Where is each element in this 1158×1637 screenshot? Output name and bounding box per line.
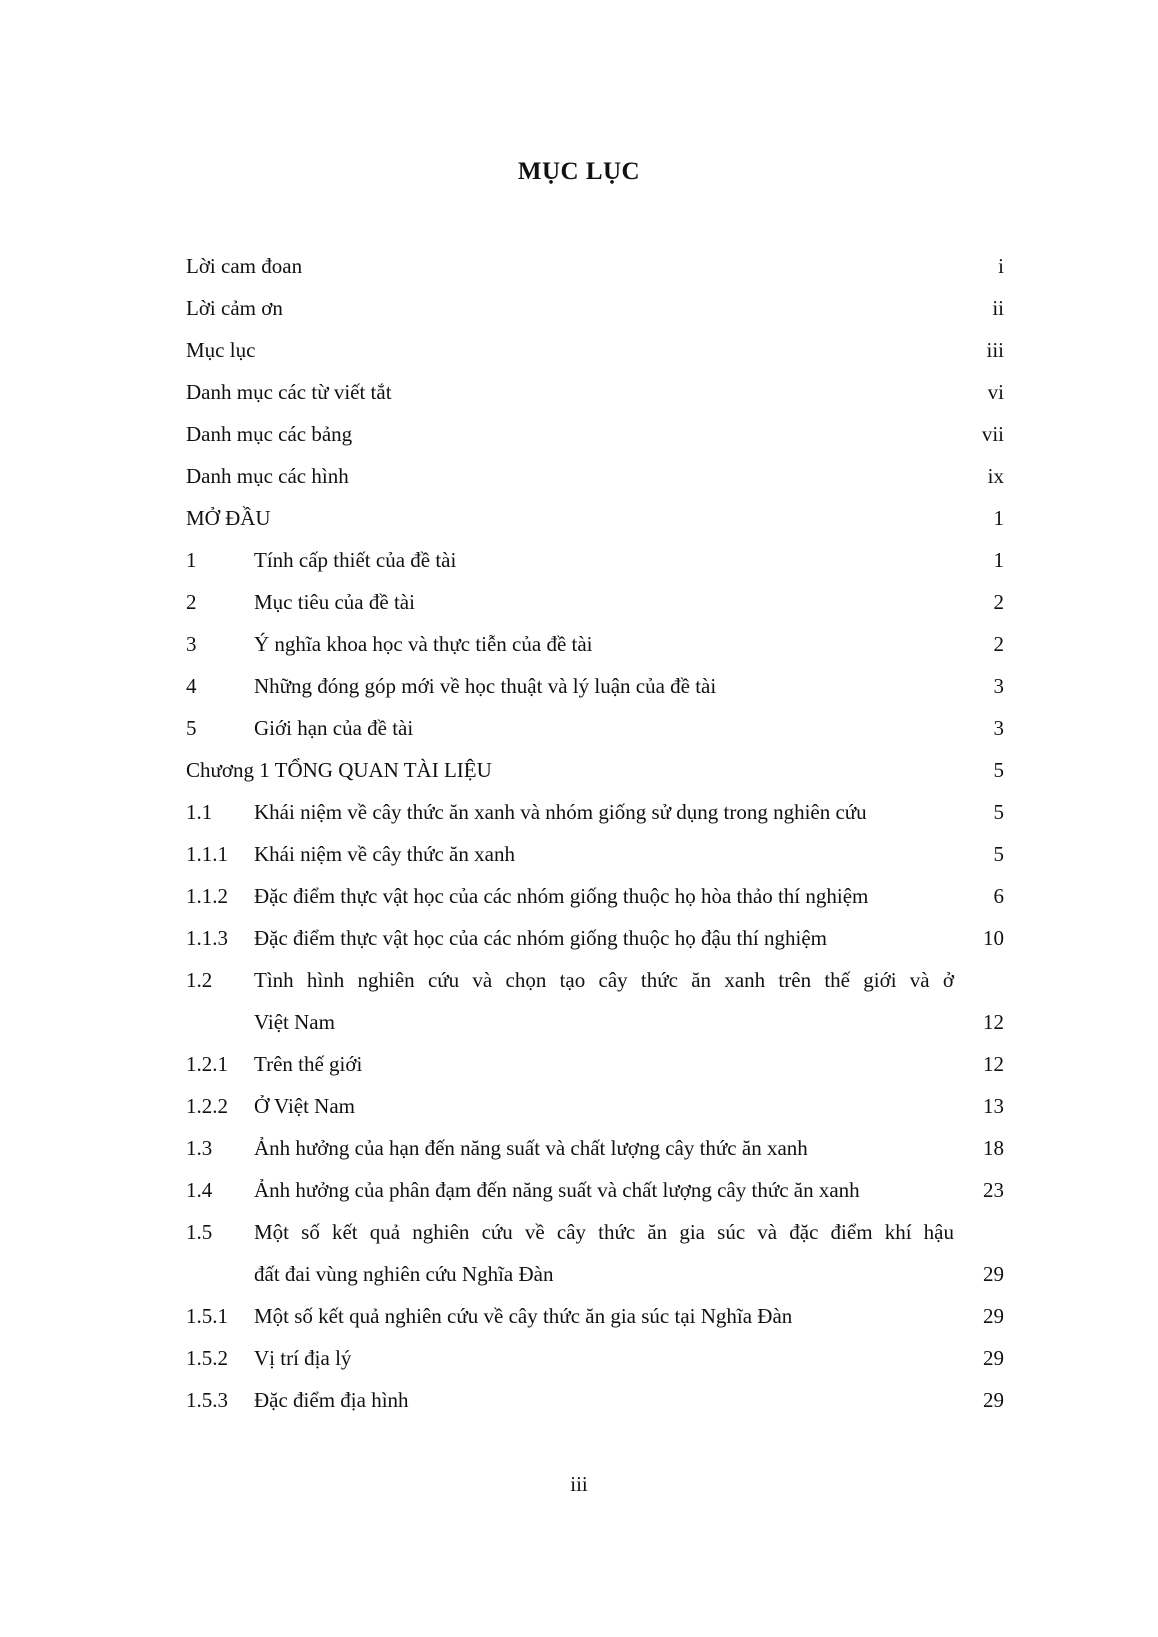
toc-entry-page: 1	[993, 548, 1004, 572]
toc-entry-title: Khái niệm về cây thức ăn xanh và nhóm giống sử dụng trong nghiên cứu	[254, 800, 867, 824]
toc-entry-page: 5	[993, 800, 1004, 824]
toc-entry[interactable]	[186, 329, 1004, 371]
toc-entry-page: 13	[983, 1094, 1004, 1118]
toc-entry-page: 29	[983, 1388, 1004, 1412]
toc-entry-page: 12	[983, 1010, 1004, 1034]
toc-entry-title: Đặc điểm địa hình	[254, 1388, 409, 1412]
toc-entry-page: 3	[993, 674, 1004, 698]
toc-entry-number: 1.1.1	[186, 842, 228, 866]
toc-entry-number: 1	[186, 548, 197, 572]
toc-entry[interactable]	[186, 623, 1004, 665]
page-number-footer: iii	[570, 1472, 588, 1496]
toc-entry-title: Ý nghĩa khoa học và thực tiễn của đề tài	[254, 632, 593, 656]
toc-entry-page: 1	[993, 506, 1004, 530]
toc-entry-title: Trên thế giới	[254, 1052, 363, 1076]
toc-entry-title-line1: Một số kết quả nghiên cứu về cây thức ăn gia súc và đặc điểm khí hậu	[254, 1220, 954, 1244]
toc-entry-title: Đặc điểm thực vật học của các nhóm giống thuộc họ đậu thí nghiệm	[254, 926, 827, 950]
toc-entry[interactable]	[186, 1043, 1004, 1085]
toc-entry[interactable]	[186, 581, 1004, 623]
toc-entry-number: 2	[186, 590, 197, 614]
toc-entry-title: MỞ ĐẦU	[186, 506, 271, 530]
toc-entry[interactable]	[186, 245, 1004, 287]
toc-entry[interactable]	[186, 875, 1004, 917]
toc-entry-title: Danh mục các bảng	[186, 422, 353, 446]
toc-entry-number: 1.5	[186, 1220, 213, 1244]
toc-entry[interactable]	[186, 1379, 1004, 1421]
toc-entry-number: 1.2.1	[186, 1052, 228, 1076]
toc-entry-title: Chương 1 TỔNG QUAN TÀI LIỆU	[186, 758, 492, 782]
toc-entry-number: 1.4	[186, 1178, 213, 1202]
toc-entry-number: 1.2.2	[186, 1094, 228, 1118]
toc-entry-page: 3	[993, 716, 1004, 740]
toc-entry-number: 1.2	[186, 968, 213, 992]
toc-entry[interactable]	[186, 665, 1004, 707]
toc-entry[interactable]	[186, 1085, 1004, 1127]
toc-entry-title	[254, 1211, 954, 1295]
toc-entry-number: 1.1.2	[186, 884, 228, 908]
toc-entry-number: 1.1.3	[186, 926, 228, 950]
toc-entry[interactable]	[186, 371, 1004, 413]
toc-entry-page: 2	[993, 590, 1004, 614]
toc-entry-title: Những đóng góp mới về học thuật và lý luận của đề tài	[254, 674, 717, 698]
toc-entry-page: 29	[983, 1304, 1004, 1328]
toc-entry-page: 12	[983, 1052, 1004, 1076]
toc-entry-title: Tính cấp thiết của đề tài	[254, 548, 457, 572]
toc-entry[interactable]	[186, 833, 1004, 875]
toc-entry[interactable]	[186, 791, 1004, 833]
toc-entry-title: Giới hạn của đề tài	[254, 716, 414, 740]
toc-entry-page: 10	[983, 926, 1004, 950]
toc-entry-title: Khái niệm về cây thức ăn xanh	[254, 842, 515, 866]
toc-entry-page: vi	[987, 380, 1004, 404]
toc-entry-page: vii	[981, 422, 1004, 446]
toc-entry[interactable]	[186, 1127, 1004, 1169]
toc-entry-title: Một số kết quả nghiên cứu về cây thức ăn gia súc tại Nghĩa Đàn	[254, 1304, 793, 1328]
toc-entry-title: Lời cảm ơn	[186, 296, 283, 320]
toc-entry-number: 1.5.1	[186, 1304, 228, 1328]
toc-entry-number: 1.1	[186, 800, 213, 824]
toc-entry-title: Vị trí địa lý	[254, 1346, 352, 1370]
toc-entry-page: ii	[992, 296, 1004, 320]
toc-entry-title-line2: đất đai vùng nghiên cứu Nghĩa Đàn	[254, 1262, 554, 1286]
toc-entry[interactable]	[186, 287, 1004, 329]
toc-entry[interactable]	[186, 1211, 1004, 1295]
toc-entry-page: 29	[983, 1346, 1004, 1370]
toc-entry-title: Đặc điểm thực vật học của các nhóm giống thuộc họ hòa thảo thí nghiệm	[254, 884, 869, 908]
toc-entry-page: 23	[983, 1178, 1004, 1202]
toc-entry[interactable]	[186, 917, 1004, 959]
toc-entry[interactable]	[186, 959, 1004, 1043]
toc-entry-page: ix	[987, 464, 1004, 488]
toc-entry-title: Danh mục các từ viết tắt	[186, 380, 392, 404]
toc-entry-title: Ảnh hưởng của phân đạm đến năng suất và chất lượng cây thức ăn xanh	[254, 1178, 860, 1202]
toc-entry-page: 29	[983, 1262, 1004, 1286]
toc-entry[interactable]	[186, 413, 1004, 455]
toc-entry-page: 18	[983, 1136, 1004, 1160]
table-of-contents	[186, 245, 1004, 1421]
toc-entry-title-line1: Tình hình nghiên cứu và chọn tạo cây thức ăn xanh trên thế giới và ở	[254, 968, 954, 992]
toc-entry-number: 1.5.3	[186, 1388, 228, 1412]
toc-entry-page: iii	[986, 338, 1004, 362]
toc-entry-page: 5	[993, 842, 1004, 866]
toc-entry-title: Mục tiêu của đề tài	[254, 590, 415, 614]
toc-entry-title: Lời cam đoan	[186, 254, 303, 278]
toc-entry-title: Ở Việt Nam	[254, 1094, 356, 1118]
toc-entry-title	[254, 959, 954, 1043]
toc-entry-number: 1.5.2	[186, 1346, 228, 1370]
toc-entry[interactable]	[186, 497, 1004, 539]
toc-entry-title-line2: Việt Nam	[254, 1010, 335, 1034]
toc-entry[interactable]	[186, 455, 1004, 497]
toc-entry-page: 6	[993, 884, 1004, 908]
toc-entry-page: i	[998, 254, 1004, 278]
toc-entry-page: 2	[993, 632, 1004, 656]
toc-entry-title: Mục lục	[186, 338, 256, 362]
toc-entry[interactable]	[186, 1337, 1004, 1379]
toc-entry[interactable]	[186, 749, 1004, 791]
toc-entry-number: 1.3	[186, 1136, 213, 1160]
toc-entry[interactable]	[186, 539, 1004, 581]
toc-entry-title: Ảnh hưởng của hạn đến năng suất và chất lượng cây thức ăn xanh	[254, 1136, 808, 1160]
toc-entry-number: 3	[186, 632, 197, 656]
toc-entry-number: 5	[186, 716, 197, 740]
toc-entry[interactable]	[186, 1295, 1004, 1337]
toc-entry[interactable]	[186, 707, 1004, 749]
toc-entry[interactable]	[186, 1169, 1004, 1211]
toc-entry-page: 5	[993, 758, 1004, 782]
page-title: MỤC LỤC	[517, 158, 641, 185]
toc-entry-title: Danh mục các hình	[186, 464, 349, 488]
toc-entry-number: 4	[186, 674, 197, 698]
